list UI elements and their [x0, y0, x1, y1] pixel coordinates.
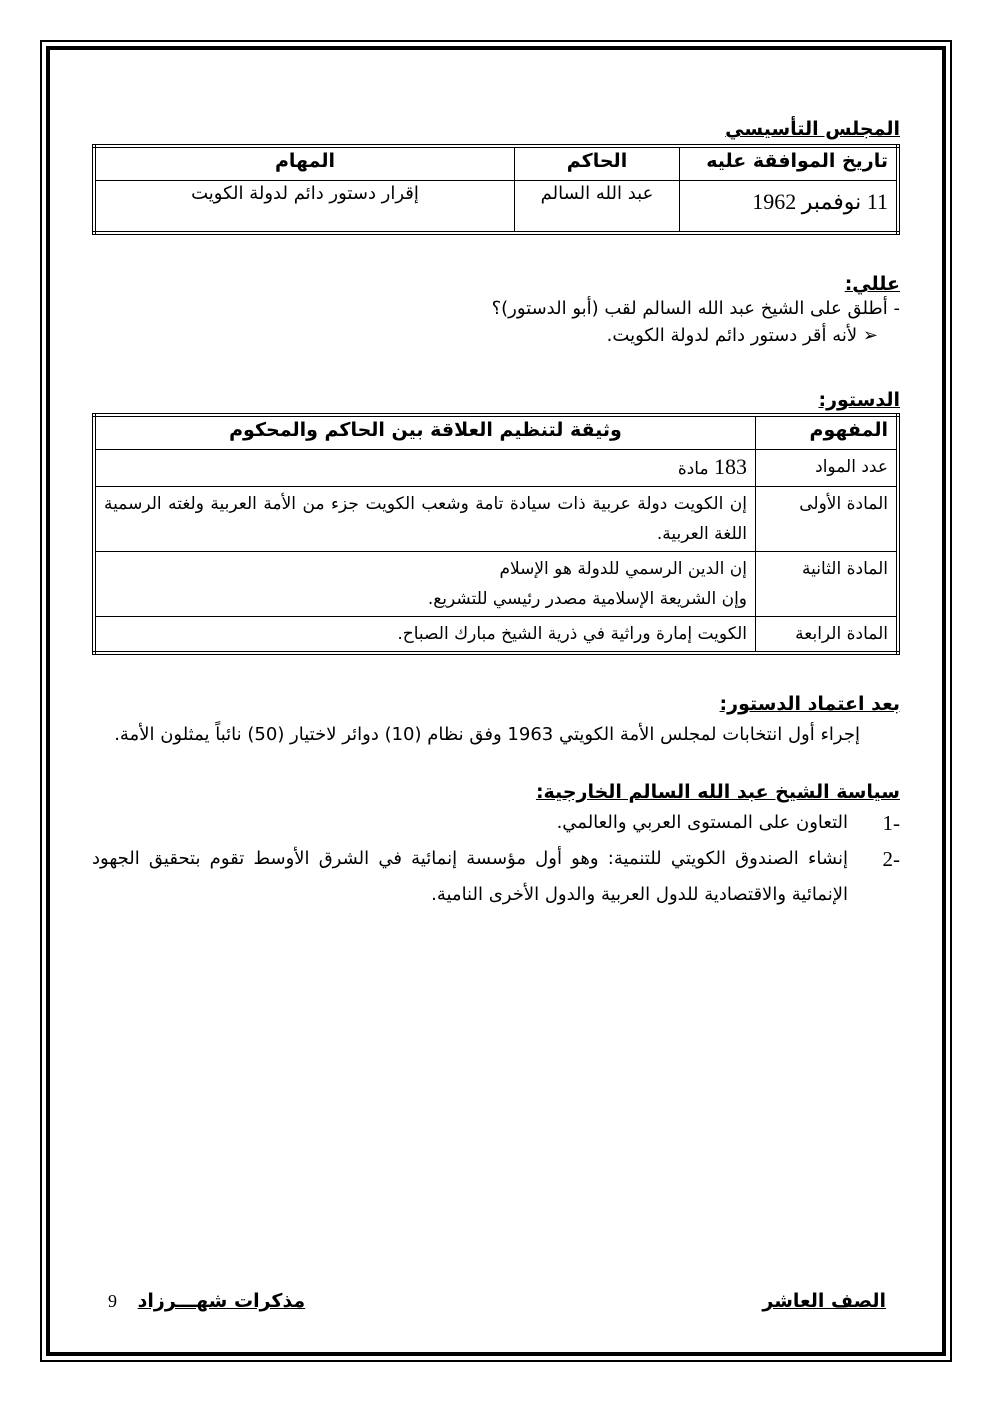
question-text: أطلق على الشيخ عبد الله السالم لقب (أبو الدستور)؟ [491, 298, 888, 319]
cell-date: 11 نوفمبر 1962 [680, 181, 899, 234]
table-row [94, 552, 898, 617]
dash-marker: - [893, 298, 900, 319]
row-label: المادة الثانية [756, 552, 899, 617]
list-item [92, 805, 900, 841]
row-text: إن الكويت دولة عربية ذات سيادة تامة وشعب الكويت جزء من الأمة العربية ولغته الرسمية اللغة العربية. [94, 487, 756, 552]
header-concept: المفهوم [756, 415, 899, 450]
answer-text: لأنه أقر دستور دائم لدولة الكويت. [606, 325, 858, 346]
row-text: الكويت إمارة وراثية في ذرية الشيخ مبارك الصباح. [94, 617, 756, 654]
explain-answer [92, 322, 900, 349]
page-content [92, 118, 900, 913]
row-label: المادة الأولى [756, 487, 899, 552]
table-header-row [94, 415, 898, 450]
row-text [94, 552, 756, 617]
articles-unit: مادة [677, 459, 709, 479]
table-row [94, 450, 898, 487]
row-text-line: وإن الشريعة الإسلامية مصدر رئيسي للتشريع. [427, 589, 747, 609]
list-text: إنشاء الصندوق الكويتي للتنمية: وهو أول مؤسسة إنمائية في الشرق الأوسط تقوم بتحقيق الجهود الإنمائية والاقتصادية للدول العربية والدول الأخرى النامية. [92, 848, 848, 905]
cell-tasks: إقرار دستور دائم لدولة الكويت [94, 181, 515, 234]
list-number: -1 [882, 811, 900, 835]
table-row [94, 487, 898, 552]
header-tasks: المهام [94, 146, 515, 181]
cell-ruler: عبد الله السالم [515, 181, 680, 234]
table-row [94, 617, 898, 654]
row-label: المادة الرابعة [756, 617, 899, 654]
header-ruler: الحاكم [515, 146, 680, 181]
table-row [94, 181, 898, 234]
founding-council-table [92, 144, 900, 235]
arrow-icon: ➢ [862, 325, 878, 346]
articles-number: 183 [714, 454, 747, 479]
row-label: عدد المواد [756, 450, 899, 487]
after-constitution-title: بعد اعتماد الدستور: [719, 693, 900, 715]
list-item [92, 841, 900, 913]
foreign-policy-title: سياسة الشيخ عبد الله السالم الخارجية: [535, 781, 900, 803]
articles-count [94, 450, 756, 487]
after-constitution-text: إجراء أول انتخابات لمجلس الأمة الكويتي 1963 وفق نظام (10) دوائر لاختيار (50) نائباً يمثلون الأمة. [114, 724, 860, 745]
header-date: تاريخ الموافقة عليه [680, 146, 899, 181]
list-number: -2 [882, 847, 900, 871]
constitution-title: الدستور: [818, 389, 900, 411]
footer-brand-page [108, 1290, 305, 1312]
footer-grade: الصف العاشر [762, 1290, 886, 1312]
explain-title: عللي: [844, 273, 900, 295]
list-text: التعاون على المستوى العربي والعالمي. [556, 812, 848, 833]
footer-brand: مذكرات شهـــرزاد [137, 1290, 306, 1312]
table-header-row [94, 146, 898, 181]
constitution-table [92, 413, 900, 655]
row-text-line: إن الدين الرسمي للدولة هو الإسلام [499, 559, 747, 579]
header-definition: وثيقة لتنظيم العلاقة بين الحاكم والمحكوم [94, 415, 756, 450]
explain-question [92, 295, 900, 322]
founding-council-title: المجلس التأسيسي [725, 118, 900, 140]
page-number: 9 [108, 1291, 117, 1311]
